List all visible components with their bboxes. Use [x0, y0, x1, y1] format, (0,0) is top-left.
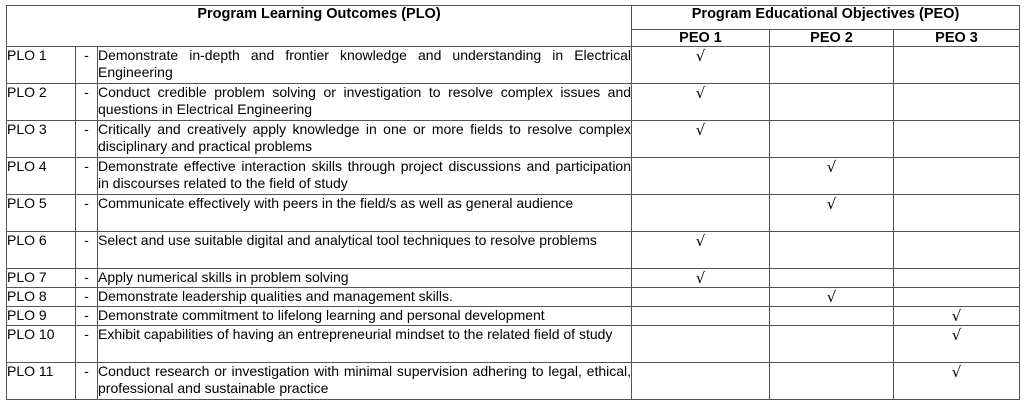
plo-description: Critically and creatively apply knowledge in one or more fields to resolve complex disciplinary and practical problems — [98, 121, 632, 158]
table-row-plo-5 — [7, 195, 1020, 232]
row-dash: - — [76, 307, 98, 326]
check-mark-peo-3: √ — [894, 363, 1020, 400]
check-mark-peo-1: √ — [632, 84, 770, 121]
plo-description: Exhibit capabilities of having an entrepreneurial mindset to the related field of study — [98, 326, 632, 363]
check-mark-peo-3 — [894, 84, 1020, 121]
row-dash: - — [76, 121, 98, 158]
check-mark-peo-3 — [894, 47, 1020, 84]
row-dash: - — [76, 158, 98, 195]
check-mark-peo-2 — [770, 84, 894, 121]
check-mark-peo-1 — [632, 158, 770, 195]
plo-description: Select and use suitable digital and analytical tool techniques to resolve problems — [98, 232, 632, 269]
row-dash: - — [76, 288, 98, 307]
check-mark-peo-2: √ — [770, 158, 894, 195]
plo-description: Demonstrate leadership qualities and management skills. — [98, 288, 632, 307]
row-dash: - — [76, 326, 98, 363]
row-dash: - — [76, 195, 98, 232]
check-mark-peo-1 — [632, 326, 770, 363]
peo-header: Program Educational Objectives (PEO) — [632, 6, 1020, 30]
plo-description: Demonstrate effective interaction skills through project discussions and participation in discourses related to the field of study — [98, 158, 632, 195]
plo-code: PLO 2 — [7, 84, 76, 121]
check-mark-peo-3 — [894, 288, 1020, 307]
table-row-plo-10 — [7, 326, 1020, 363]
plo-header: Program Learning Outcomes (PLO) — [7, 6, 632, 47]
check-mark-peo-2: √ — [770, 195, 894, 232]
check-mark-peo-2 — [770, 232, 894, 269]
check-mark-peo-1 — [632, 288, 770, 307]
plo-code: PLO 11 — [7, 363, 76, 400]
check-mark-peo-1: √ — [632, 47, 770, 84]
table-row-plo-3 — [7, 121, 1020, 158]
plo-description: Demonstrate in-depth and frontier knowledge and understanding in Electrical Engineering — [98, 47, 632, 84]
check-mark-peo-3 — [894, 269, 1020, 288]
row-dash: - — [76, 363, 98, 400]
check-mark-peo-1: √ — [632, 269, 770, 288]
check-mark-peo-2 — [770, 363, 894, 400]
check-mark-peo-2 — [770, 121, 894, 158]
row-dash: - — [76, 84, 98, 121]
plo-code: PLO 1 — [7, 47, 76, 84]
plo-code: PLO 6 — [7, 232, 76, 269]
row-dash: - — [76, 269, 98, 288]
peo-1-header: PEO 1 — [632, 29, 770, 46]
peo-3-header: PEO 3 — [894, 29, 1020, 46]
check-mark-peo-2 — [770, 326, 894, 363]
plo-description: Apply numerical skills in problem solving — [98, 269, 632, 288]
check-mark-peo-3 — [894, 232, 1020, 269]
plo-code: PLO 3 — [7, 121, 76, 158]
plo-code: PLO 10 — [7, 326, 76, 363]
table-row-plo-11 — [7, 363, 1020, 400]
plo-description: Conduct research or investigation with minimal supervision adhering to legal, ethical, professional and sustainable practice — [98, 363, 632, 400]
check-mark-peo-3 — [894, 195, 1020, 232]
check-mark-peo-2: √ — [770, 288, 894, 307]
check-mark-peo-3: √ — [894, 307, 1020, 326]
table-row-plo-8 — [7, 288, 1020, 307]
check-mark-peo-1 — [632, 307, 770, 326]
check-mark-peo-2 — [770, 47, 894, 84]
plo-code: PLO 4 — [7, 158, 76, 195]
plo-code: PLO 5 — [7, 195, 76, 232]
plo-description: Demonstrate commitment to lifelong learning and personal development — [98, 307, 632, 326]
table-row-plo-1 — [7, 47, 1020, 84]
plo-code: PLO 8 — [7, 288, 76, 307]
row-dash: - — [76, 47, 98, 84]
plo-code: PLO 9 — [7, 307, 76, 326]
table-row-plo-6 — [7, 232, 1020, 269]
check-mark-peo-1 — [632, 363, 770, 400]
table-row-plo-4 — [7, 158, 1020, 195]
check-mark-peo-3 — [894, 121, 1020, 158]
check-mark-peo-2 — [770, 307, 894, 326]
check-mark-peo-2 — [770, 269, 894, 288]
plo-peo-mapping-table — [6, 5, 1020, 400]
plo-description: Conduct credible problem solving or investigation to resolve complex issues and questions in Electrical Engineering — [98, 84, 632, 121]
plo-description: Communicate effectively with peers in the field/s as well as general audience — [98, 195, 632, 232]
check-mark-peo-1: √ — [632, 232, 770, 269]
table-row-plo-7 — [7, 269, 1020, 288]
check-mark-peo-3 — [894, 158, 1020, 195]
table-row-plo-9 — [7, 307, 1020, 326]
plo-code: PLO 7 — [7, 269, 76, 288]
table-row-plo-2 — [7, 84, 1020, 121]
check-mark-peo-3: √ — [894, 326, 1020, 363]
check-mark-peo-1: √ — [632, 121, 770, 158]
row-dash: - — [76, 232, 98, 269]
peo-2-header: PEO 2 — [770, 29, 894, 46]
check-mark-peo-1 — [632, 195, 770, 232]
